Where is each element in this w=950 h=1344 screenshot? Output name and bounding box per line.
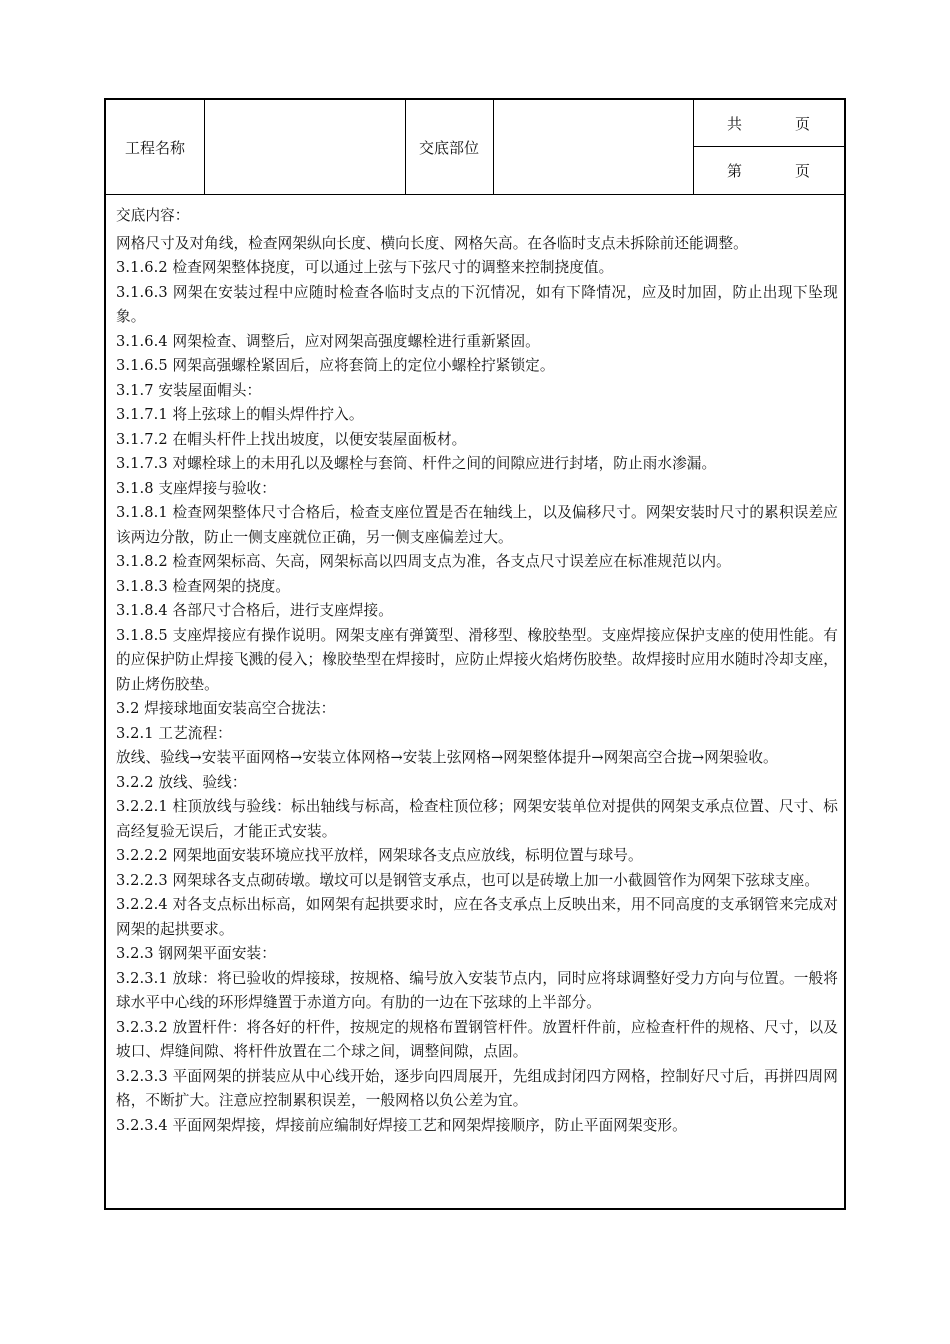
disclosure-content bbox=[116, 204, 838, 1138]
content-paragraph: 网格尺寸及对角线，检查网架纵向长度、横向长度、网格矢高。在各临时支点未拆除前还能调整。 bbox=[116, 234, 748, 252]
project-name-value bbox=[204, 100, 404, 194]
content-paragraph: 3.1.8.2 检查网架标高、矢高，网架标高以四周支点为准，各支点尺寸误差应在标准规范以内。 bbox=[116, 553, 731, 570]
total-pages-cell bbox=[693, 100, 844, 146]
content-paragraph: 3.1.7.1 将上弦球上的帽头焊件拧入。 bbox=[116, 406, 364, 423]
content-paragraph: 3.1.6.3 网架在安装过程中应随时检查各临时支点的下沉情况，如有下降情况，应及时加固，防止出现下坠现象。 bbox=[116, 283, 838, 325]
content-paragraph: 3.2.3.2 放置杆件：将各好的杆件，按规定的规格布置钢管杆件。放置杆件前，应检查杆件的规格、尺寸，以及坡口、焊缝间隙、将杆件放置在二个球之间，调整间隙，点固。 bbox=[116, 1018, 838, 1060]
content-paragraph: 3.1.6.5 网架高强螺栓紧固后，应将套筒上的定位小螺栓拧紧锁定。 bbox=[116, 357, 555, 374]
page-number-suffix: 页 bbox=[795, 161, 811, 180]
content-paragraph: 3.2.3.4 平面网架焊接，焊接前应编制好焊接工艺和网架焊接顺序，防止平面网架变形。 bbox=[116, 1116, 687, 1134]
content-paragraph: 3.2.2.4 对各支点标出标高，如网架有起拱要求时，应在各支承点上反映出来，用不同高度的支承钢管来完成对网架的起拱要求。 bbox=[116, 896, 838, 938]
content-paragraph: 3.2.3.1 放球：将已验收的焊接球，按规格、编号放入安装节点内，同时应将球调整好受力方向与位置。一般将球水平中心线的环形焊缝置于赤道方向。有肋的一边在下弦球的上半部分。 bbox=[116, 969, 838, 1011]
content-paragraph: 3.1.8.3 检查网架的挠度。 bbox=[116, 577, 291, 595]
location-value bbox=[493, 100, 693, 194]
page-number-cell bbox=[693, 147, 844, 193]
content-paragraph: 3.2.2.3 网架球各支点砌砖墩。墩坟可以是钢管支承点，也可以是砖墩上加一小截圆管作为网架下弦球支座。 bbox=[116, 871, 820, 889]
content-paragraph: 3.1.8.4 各部尺寸合格后，进行支座焊接。 bbox=[116, 602, 393, 619]
content-paragraph: 3.1.7.3 对螺栓球上的未用孔以及螺栓与套筒、杆件之间的间隙应进行封堵，防止雨水渗漏。 bbox=[116, 455, 717, 472]
content-paragraph: 3.1.8.1 检查网架整体尺寸合格后，检查支座位置是否在轴线上，以及偏移尺寸。网架安装时尺寸的累积误差应该两边分散，防止一侧支座就位正确，另一侧支座偏差过大。 bbox=[116, 504, 838, 546]
content-label: 交底内容： bbox=[116, 207, 190, 224]
content-paragraph: 3.1.7.2 在帽头杆件上找出坡度，以便安装屋面板材。 bbox=[116, 430, 467, 448]
total-pages-prefix: 共 bbox=[727, 114, 743, 133]
content-paragraph: 3.1.8.5 支座焊接应有操作说明。网架支座有弹簧型、滑移型、橡胶垫型。支座焊接应保护支座的使用性能。有的应保护防止焊接飞溅的侵入；橡胶垫型在焊接时，应防止焊接火焰烤伤胶垫。故焊接时应用水随时冷却支座，防止烤伤胶垫。 bbox=[116, 626, 838, 693]
content-paragraph: 3.1.8 支座焊接与验收： bbox=[116, 479, 276, 497]
content-paragraph: 3.2.1 工艺流程： bbox=[116, 724, 232, 742]
content-paragraph: 3.2.3.3 平面网架的拼装应从中心线开始，逐步向四周展开，先组成封闭四方网格，控制好尺寸后，再拼四周网格，不断扩大。注意应控制累积误差，一般网格以负公差为宜。 bbox=[116, 1067, 838, 1109]
project-name-label: 工程名称 bbox=[124, 138, 185, 157]
content-paragraph: 放线、验线→安装平面网格→安装立体网格→安装上弦网格→网架整体提升→网架高空合拢→网架验收。 bbox=[116, 749, 778, 766]
content-paragraph: 3.2.2.1 柱顶放线与验线：标出轴线与标高，检查柱顶位移；网架安装单位对提供的网架支承点位置、尺寸、标高经复验无误后，才能正式安装。 bbox=[116, 798, 838, 840]
content-paragraph: 3.2.3 钢网架平面安装： bbox=[116, 945, 276, 962]
content-paragraph: 3.1.7 安装屋面帽头： bbox=[116, 381, 262, 399]
page-number-prefix: 第 bbox=[727, 161, 743, 180]
content-paragraph: 3.2.2 放线、验线： bbox=[116, 773, 247, 791]
header-table bbox=[106, 100, 844, 195]
content-paragraph: 3.2.2.2 网架地面安装环境应找平放样，网架球各支点应放线，标明位置与球号。 bbox=[116, 847, 643, 864]
disclosure-sheet bbox=[104, 98, 846, 1210]
content-paragraph: 3.2 焊接球地面安装高空合拢法： bbox=[116, 700, 336, 717]
content-paragraph: 3.1.6.2 检查网架整体挠度，可以通过上弦与下弦尺寸的调整来控制挠度值。 bbox=[116, 259, 614, 276]
content-paragraph: 3.1.6.4 网架检查、调整后，应对网架高强度螺栓进行重新紧固。 bbox=[116, 332, 540, 350]
total-pages-suffix: 页 bbox=[795, 114, 811, 133]
location-label: 交底部位 bbox=[418, 138, 479, 157]
